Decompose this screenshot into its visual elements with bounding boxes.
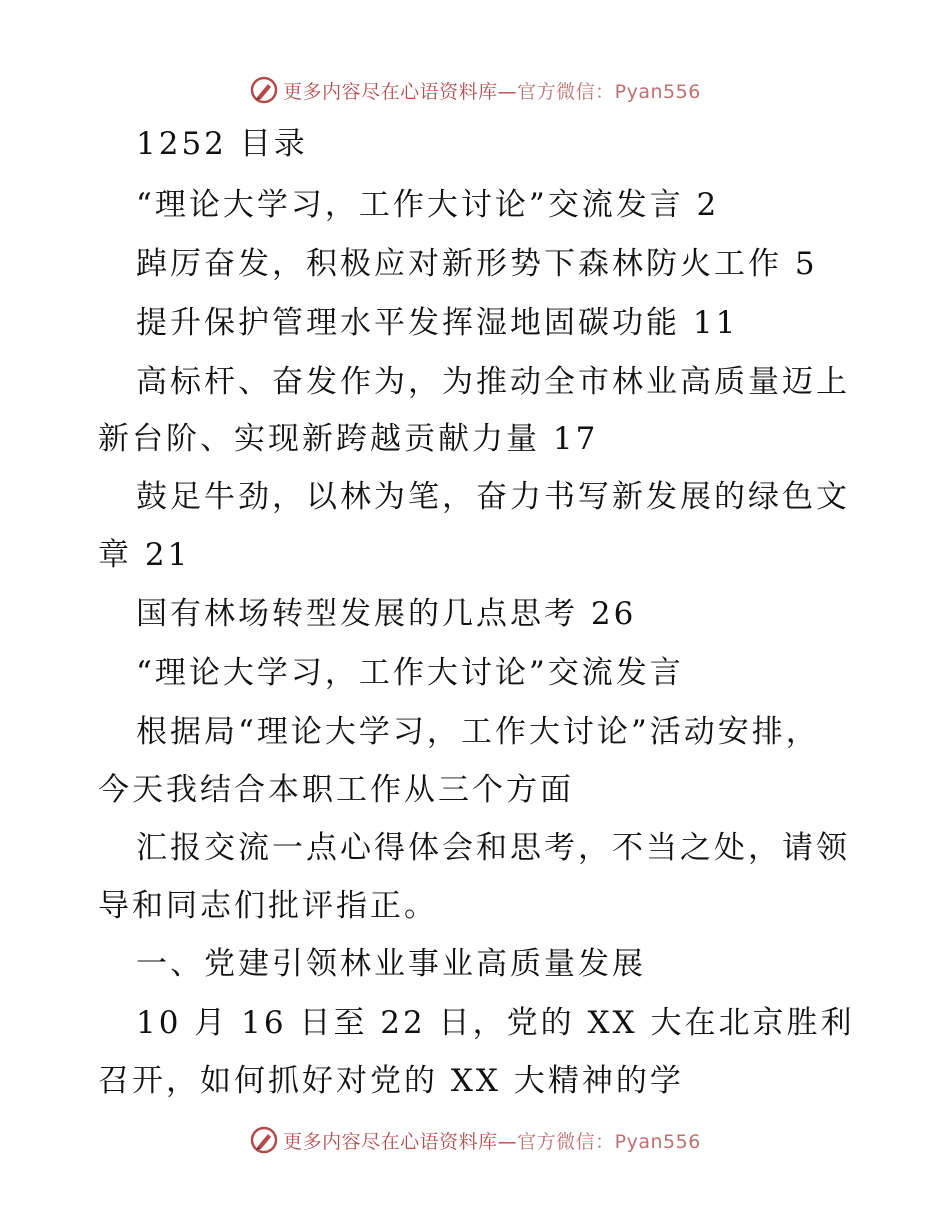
- footer-wechat: 官方微信：Pyan556: [517, 1130, 701, 1153]
- paragraph-2-line-1: 汇报交流一点心得体会和思考，不当之处，请领: [136, 830, 850, 866]
- header-banner-text: [283, 77, 701, 104]
- toc-entry-3: 提升保护管理水平发挥湿地固碳功能 11: [136, 305, 739, 341]
- pen-logo-icon: [249, 75, 279, 105]
- paragraph-2-line-2: 导和同志们批评指正。: [98, 888, 438, 924]
- header-separator: —: [497, 80, 518, 103]
- toc-entry-1: “理论大学习，工作大讨论”交流发言 2: [136, 187, 720, 223]
- footer-site-name: 更多内容尽在心语资料库: [283, 1130, 498, 1153]
- toc-heading: 1252 目录: [136, 126, 308, 162]
- toc-entry-5-line-2: 章 21: [98, 537, 191, 573]
- header-wechat: 官方微信：Pyan556: [517, 80, 701, 103]
- header-site-name: 更多内容尽在心语资料库: [283, 80, 498, 103]
- footer-separator: —: [497, 1130, 518, 1153]
- header-banner: [0, 70, 950, 110]
- toc-entry-6: 国有林场转型发展的几点思考 26: [136, 596, 637, 632]
- paragraph-1-line-2: 今天我结合本职工作从三个方面: [98, 772, 574, 808]
- paragraph-3-line-1: 10 月 16 日至 22 日，党的 XX 大在北京胜利: [136, 1005, 855, 1041]
- pen-logo-icon: [249, 1125, 279, 1155]
- subheading-1: 一、党建引领林业事业高质量发展: [136, 946, 646, 982]
- toc-entry-5-line-1: 鼓足牛劲，以林为笔，奋力书写新发展的绿色文: [136, 479, 850, 515]
- section-title: “理论大学习，工作大讨论”交流发言: [136, 655, 684, 691]
- footer-banner: [0, 1120, 950, 1160]
- footer-banner-text: [283, 1127, 701, 1154]
- paragraph-1-line-1: 根据局“理论大学习，工作大讨论”活动安排，: [136, 714, 820, 750]
- toc-entry-4-line-2: 新台阶、实现新跨越贡献力量 17: [98, 421, 599, 457]
- toc-entry-2: 踔厉奋发，积极应对新形势下森林防火工作 5: [136, 246, 818, 282]
- toc-entry-4-line-1: 高标杆、奋发作为，为推动全市林业高质量迈上: [136, 364, 850, 400]
- paragraph-3-line-2: 召开，如何抓好对党的 XX 大精神的学: [98, 1063, 684, 1099]
